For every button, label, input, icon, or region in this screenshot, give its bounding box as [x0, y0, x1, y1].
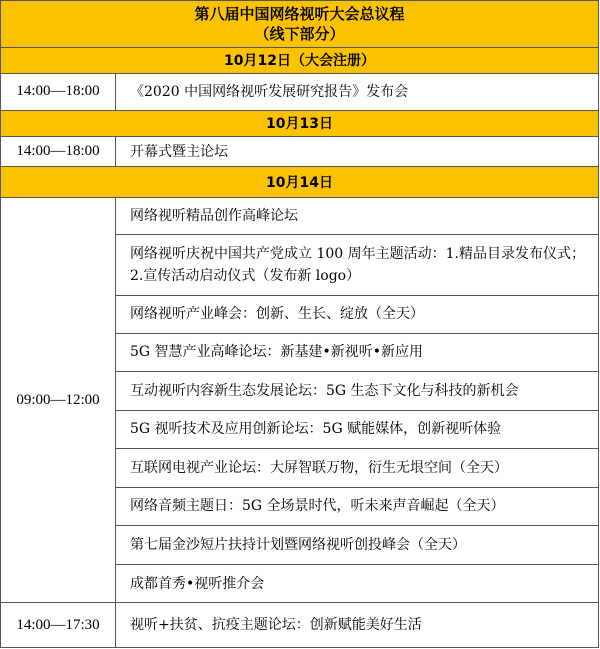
event-item: 互联网电视产业论坛：大屏智联万物，衍生无垠空间（全天）	[116, 449, 599, 488]
day-header: 10月13日	[1, 110, 599, 136]
event-item: 《2020 中国网络视听发展研究报告》发布会	[116, 74, 599, 111]
time-slot: 09:00—12:00	[1, 197, 116, 603]
event-item: 网络视听精品创作高峰论坛	[116, 197, 599, 235]
day-header-row	[1, 110, 599, 136]
event-item: 网络音频主题日：5G 全场景时代，听未来声音崛起（全天）	[116, 487, 599, 526]
schedule-row	[1, 74, 599, 111]
agenda-title-row	[1, 1, 599, 48]
day-header: 10月12日（大会注册）	[1, 47, 599, 73]
agenda-title-main: 第八届中国网络视听大会总议程	[194, 4, 405, 23]
event-item: 网络视听产业峰会：创新、生长、绽放（全天）	[116, 296, 599, 334]
time-slot: 14:00—18:00	[1, 74, 116, 111]
event-item: 互动视听内容新生态发展论坛：5G 生态下文化与科技的新机会	[116, 372, 599, 411]
schedule-row	[1, 603, 599, 648]
time-slot: 14:00—18:00	[1, 136, 116, 166]
event-item: 5G 智慧产业高峰论坛：新基建•新视听•新应用	[116, 333, 599, 372]
day-header: 10月14日	[1, 167, 599, 197]
time-slot: 14:00—17:30	[1, 603, 116, 648]
day-header-row	[1, 167, 599, 197]
schedule-row	[1, 136, 599, 166]
event-item: 5G 视听技术及应用创新论坛：5G 赋能媒体，创新视听体验	[116, 410, 599, 449]
event-item: 开幕式暨主论坛	[116, 136, 599, 166]
event-item: 成都首秀•视听推介会	[116, 564, 599, 603]
day-header-row	[1, 47, 599, 73]
agenda-title-sub: （线下部分）	[254, 24, 345, 43]
event-item: 网络视听庆祝中国共产党成立 100 周年主题活动：1.精品目录发布仪式；2.宣传活动启动仪式（发布新 logo）	[116, 235, 599, 296]
event-item: 视听+扶贫、抗疫主题论坛：创新赋能美好生活	[116, 603, 599, 648]
event-item: 第七届金沙短片扶持计划暨网络视听创投峰会（全天）	[116, 526, 599, 565]
agenda-title	[1, 1, 599, 48]
schedule-row	[1, 197, 599, 235]
